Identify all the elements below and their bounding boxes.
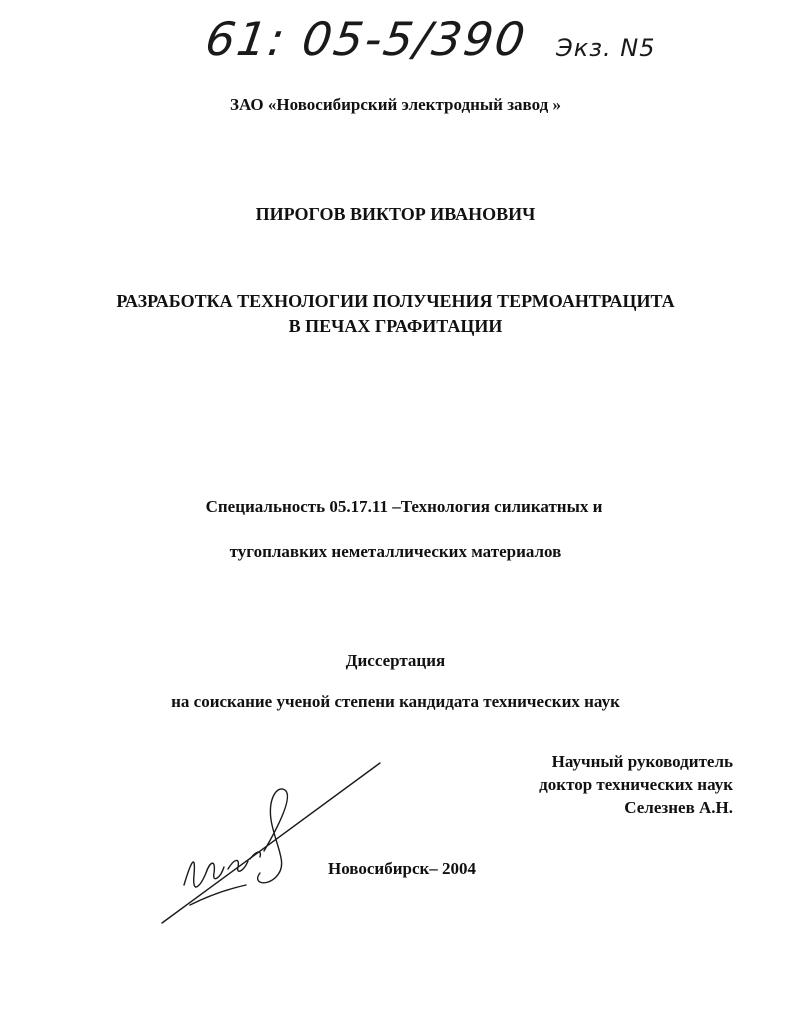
handwritten-archive-number: 61: 05-5/390 xyxy=(202,12,531,66)
advisor-role: Научный руководитель xyxy=(551,752,733,771)
specialty-line-2: тугоплавких неметаллических материалов xyxy=(229,542,562,561)
signature xyxy=(150,755,390,940)
specialty-line-1: Специальность 05.17.11 –Технология силикатных и xyxy=(205,497,603,516)
city-year: Новосибирск– 2004 xyxy=(328,859,477,878)
advisor-name: Селезнев А.Н. xyxy=(624,798,733,817)
author-name: ПИРОГОВ ВИКТОР ИВАНОВИЧ xyxy=(255,204,536,224)
organization: ЗАО «Новосибирский электродный завод » xyxy=(230,95,561,114)
document-type: Диссертация xyxy=(345,651,446,670)
thesis-title-line-2: В ПЕЧАХ ГРАФИТАЦИИ xyxy=(288,316,503,336)
signature-stroke-loop xyxy=(258,789,288,883)
thesis-title-line-1: РАЗРАБОТКА ТЕХНОЛОГИИ ПОЛУЧЕНИЯ ТЕРМОАНТРАЦИТА xyxy=(116,291,675,311)
advisor-block xyxy=(539,750,733,819)
signature-stroke-letters xyxy=(184,852,260,887)
signature-stroke-under xyxy=(190,885,246,905)
handwritten-copy-number: Экз. N5 xyxy=(556,34,656,62)
degree-description: на соискание ученой степени кандидата технических наук xyxy=(171,692,620,711)
signature-stroke-long xyxy=(162,763,380,923)
advisor-title: доктор технических наук xyxy=(539,775,733,794)
